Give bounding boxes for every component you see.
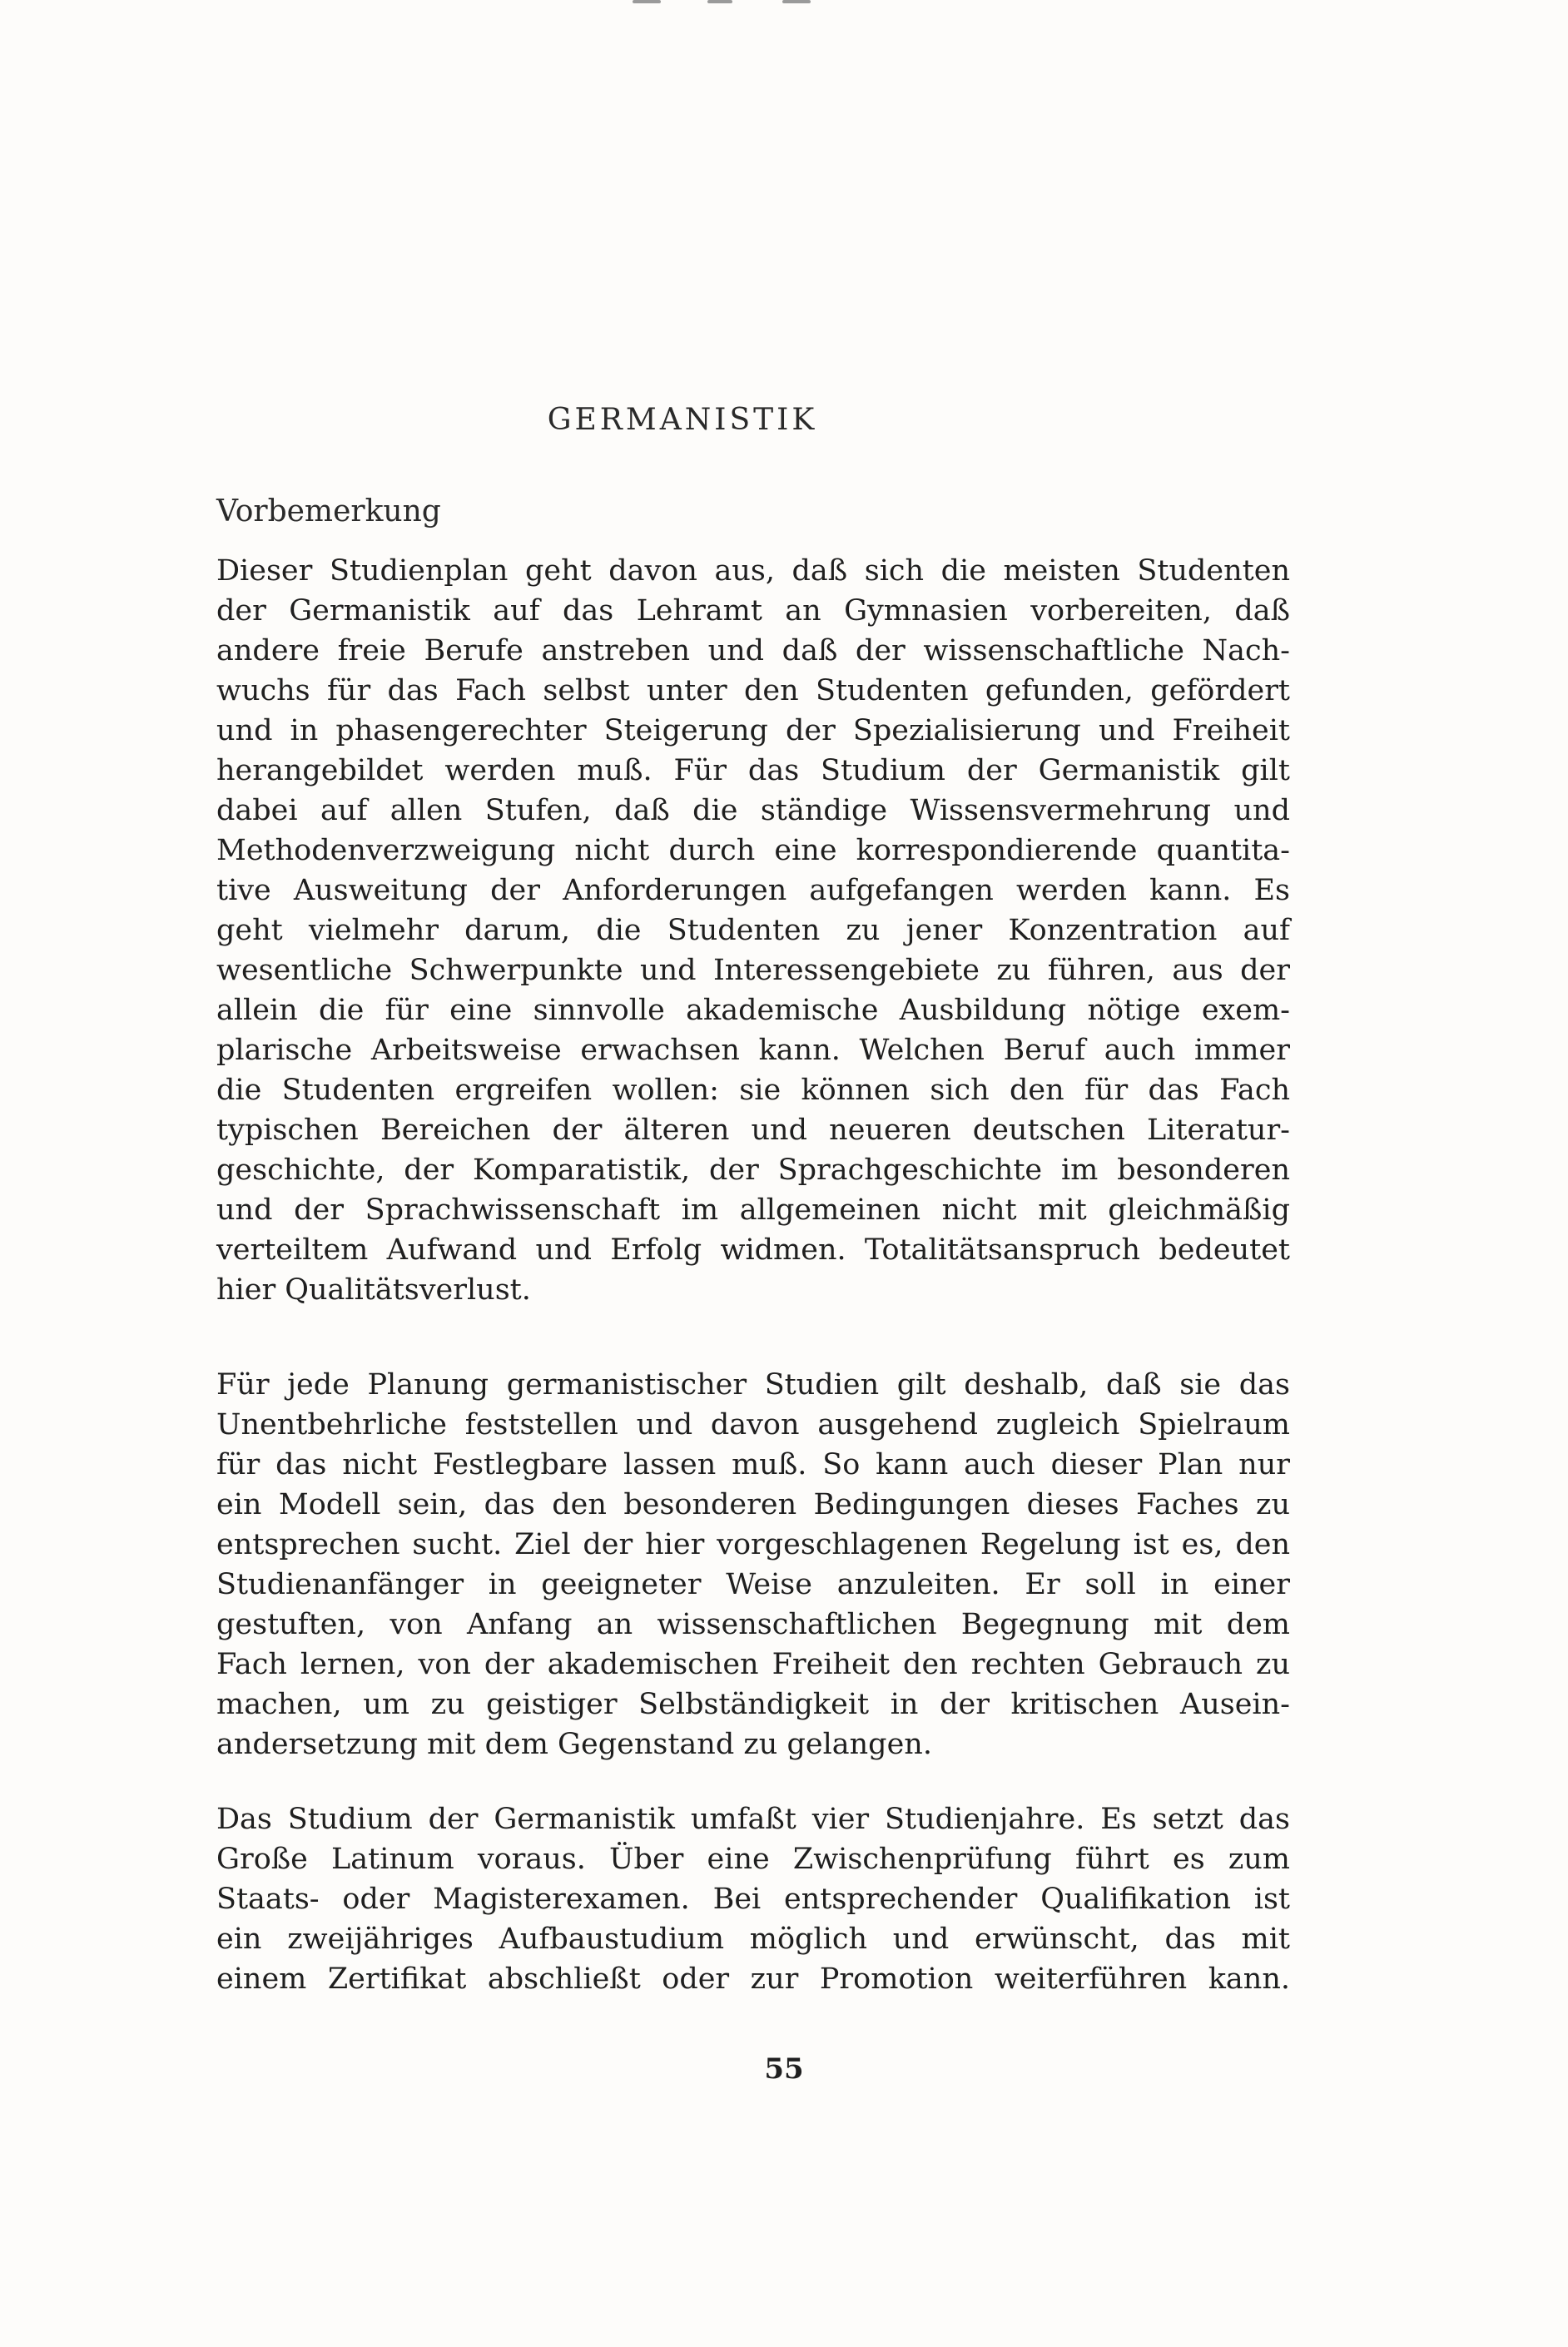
- text-line: typischen Bereichen der älteren und neueren deutschen Literatur-: [216, 1114, 1290, 1147]
- text-line: Für jede Planung germanistischer Studien gilt deshalb, daß sie das: [216, 1368, 1290, 1402]
- text-line: herangebildet werden muß. Für das Studium der Germanistik gilt: [216, 754, 1290, 787]
- text-line: Studienanfänger in geeigneter Weise anzuleiten. Er soll in einer: [216, 1568, 1290, 1601]
- text-line: Staats- oder Magisterexamen. Bei entsprechender Qualifikation ist: [216, 1883, 1290, 1916]
- text-line: wesentliche Schwerpunkte und Interessengebiete zu führen, aus der: [216, 954, 1290, 987]
- text-line: tive Ausweitung der Anforderungen aufgefangen werden kann. Es: [216, 874, 1290, 907]
- page-number: 55: [764, 2052, 804, 2086]
- scan-mark: [633, 0, 661, 3]
- scan-artifact-marks: [633, 0, 816, 7]
- section-heading: Vorbemerkung: [216, 494, 441, 528]
- text-line: der Germanistik auf das Lehramt an Gymnasien vorbereiten, daß: [216, 594, 1290, 628]
- text-line: andere freie Berufe anstreben und daß der wissenschaftliche Nach-: [216, 634, 1290, 667]
- text-line: Dieser Studienplan geht davon aus, daß sich die meisten Studenten: [216, 554, 1290, 588]
- text-line: dabei auf allen Stufen, daß die ständige Wissensvermehrung und: [216, 794, 1290, 827]
- text-line: gestuften, von Anfang an wissenschaftlichen Begegnung mit dem: [216, 1608, 1290, 1641]
- text-line: Methodenverzweigung nicht durch eine korrespondierende quantita-: [216, 834, 1290, 867]
- text-line: machen, um zu geistiger Selbständigkeit in der kritischen Ausein-: [216, 1688, 1290, 1721]
- page-title: GERMANISTIK: [547, 403, 818, 437]
- scan-mark: [782, 0, 811, 3]
- scan-mark: [707, 0, 732, 3]
- text-line: ein zweijähriges Aufbaustudium möglich und erwünscht, das mit: [216, 1923, 1290, 1956]
- text-line: Fach lernen, von der akademischen Freiheit den rechten Gebrauch zu: [216, 1648, 1290, 1681]
- paragraph-1: [216, 551, 1290, 1310]
- text-line: hier Qualitätsverlust.: [216, 1273, 531, 1307]
- text-line: die Studenten ergreifen wollen: sie können sich den für das Fach: [216, 1074, 1290, 1107]
- paragraph-2: [216, 1365, 1290, 1764]
- text-line: Das Studium der Germanistik umfaßt vier Studienjahre. Es setzt das: [216, 1803, 1290, 1836]
- text-line: andersetzung mit dem Gegenstand zu gelangen.: [216, 1728, 932, 1761]
- text-line: ein Modell sein, das den besonderen Bedingungen dieses Faches zu: [216, 1488, 1290, 1521]
- text-line: und der Sprachwissenschaft im allgemeinen nicht mit gleichmäßig: [216, 1193, 1290, 1227]
- text-line: wuchs für das Fach selbst unter den Studenten gefunden, gefördert: [216, 674, 1290, 707]
- text-line: verteiltem Aufwand und Erfolg widmen. Totalitätsanspruch bedeutet: [216, 1233, 1290, 1267]
- text-line: allein die für eine sinnvolle akademische Ausbildung nötige exem-: [216, 994, 1290, 1027]
- text-line: und in phasengerechter Steigerung der Spezialisierung und Freiheit: [216, 714, 1290, 747]
- text-line: plarische Arbeitsweise erwachsen kann. Welchen Beruf auch immer: [216, 1034, 1290, 1067]
- paragraph-3: [216, 1799, 1290, 1999]
- text-line: einem Zertifikat abschließt oder zur Promotion weiterführen kann.: [216, 1962, 1290, 1996]
- text-line: Große Latinum voraus. Über eine Zwischenprüfung führt es zum: [216, 1843, 1290, 1876]
- text-line: entsprechen sucht. Ziel der hier vorgeschlagenen Regelung ist es, den: [216, 1528, 1290, 1561]
- text-line: Unentbehrliche feststellen und davon ausgehend zugleich Spielraum: [216, 1408, 1290, 1441]
- text-line: geht vielmehr darum, die Studenten zu jener Konzentration auf: [216, 914, 1290, 947]
- text-line: für das nicht Festlegbare lassen muß. So kann auch dieser Plan nur: [216, 1448, 1290, 1481]
- text-line: geschichte, der Komparatistik, der Sprachgeschichte im besonderen: [216, 1154, 1290, 1187]
